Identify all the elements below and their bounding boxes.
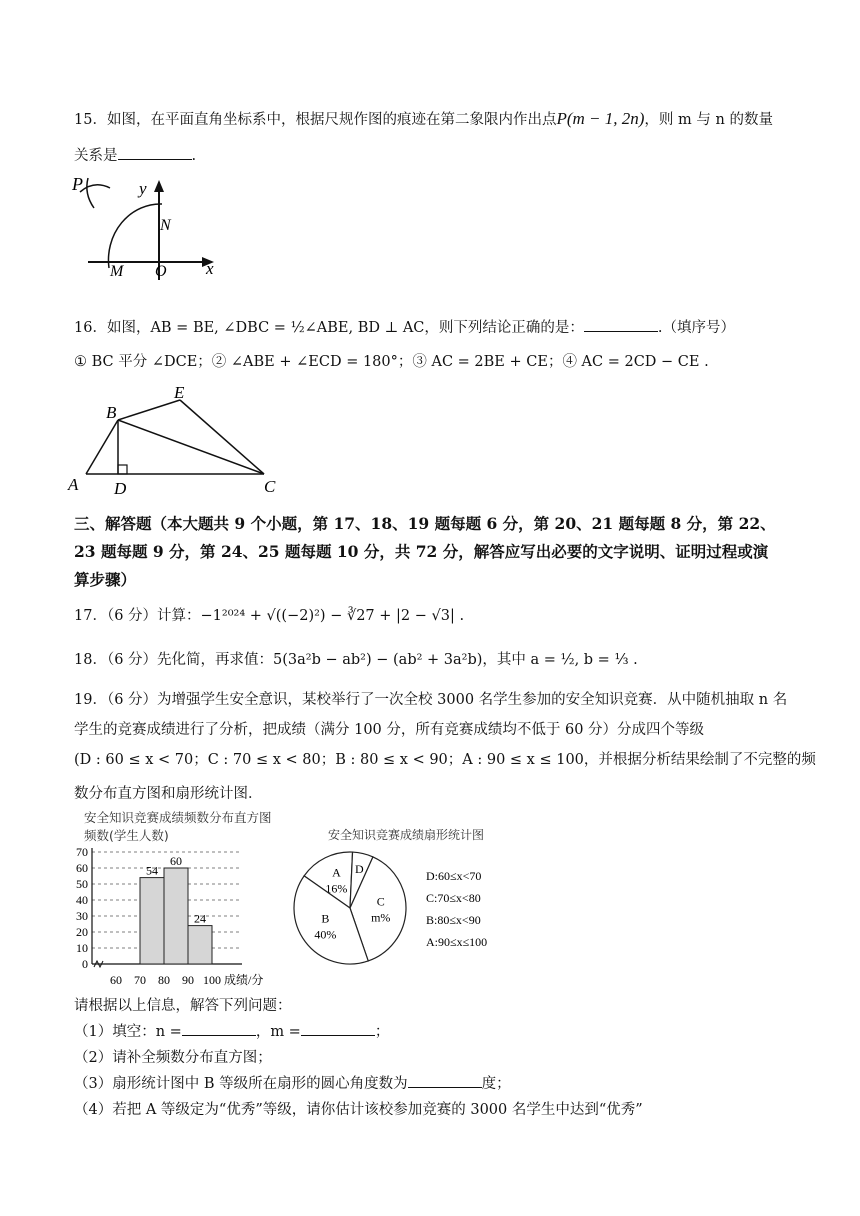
q19-angle-blank [408, 1072, 482, 1088]
x-axis-label: 成绩/分 [224, 973, 264, 987]
pie-slice-pct: 40% [314, 927, 337, 942]
x-tick-label: 100 [203, 973, 221, 987]
label-M: M [110, 263, 124, 280]
q19-line1: 19．（6 分）为增强学生安全意识，某校举行了一次全校 3000 名学生参加的安全知识竞赛．从中随机抽取 n 名 [74, 692, 788, 708]
q16-line2: ① BC 平分 ∠DCE；② ∠ABE + ∠ECD = 180°；③ AC = 2BE + CE；④ AC = 2CD − CE . [74, 354, 709, 370]
q16-line1-text: 16．如图，AB = BE, ∠DBC = ½∠ABE, BD ⊥ AC，则下列结论正确的是： [74, 320, 584, 336]
histogram-bar [140, 878, 164, 964]
q19-sub3-b: 度； [481, 1076, 511, 1092]
x-tick-label: 70 [134, 973, 146, 987]
q15-line1-suffix: ，则 m 与 n 的数量 [644, 112, 773, 128]
histogram-ylabel: 频数(学生人数) [84, 828, 169, 843]
pie-slice-pct: m% [371, 910, 391, 925]
q15-line2-end: . [191, 148, 197, 164]
q15-point: P(m − 1, 2n) [556, 109, 645, 128]
pie-chart [290, 842, 530, 974]
q19-after: 请根据以上信息，解答下列问题： [74, 998, 292, 1014]
label-B: B [106, 403, 117, 422]
pie-slice-pct: 16% [325, 881, 348, 896]
label-P: P [72, 174, 83, 194]
x-tick-label: 80 [158, 973, 170, 987]
q19-line2: 学生的竞赛成绩进行了分析，把成绩（满分 100 分，所有竞赛成绩均不低于 60 分）分成四个等级 [74, 722, 705, 738]
x-tick-label: 60 [110, 973, 122, 987]
q15-line1 [74, 108, 773, 129]
label-y: y [139, 179, 147, 198]
y-tick-label: 50 [76, 877, 88, 891]
histogram-bar [164, 868, 188, 964]
histogram-title: 安全知识竞赛成绩频数分布直方图 [84, 810, 272, 825]
q16-line1-end: .（填序号） [657, 320, 736, 336]
q15-line2 [74, 144, 196, 165]
y-tick-label: 70 [76, 845, 88, 859]
pie-legend-entry: D:60≤x<70 [426, 869, 482, 883]
y-tick-label: 0 [82, 957, 88, 971]
y-tick-label: 40 [76, 893, 88, 907]
pie-legend-entry: B:80≤x<90 [426, 913, 481, 927]
label-E: E [174, 383, 185, 402]
section3-line2: 23 题每题 9 分，第 24、25 题每题 10 分，共 72 分，解答应写出必要的文字说明、证明过程或演 [74, 542, 769, 561]
q16-line1 [74, 316, 735, 337]
q15-answer-blank [118, 144, 192, 160]
q15-line2-text: 关系是 [74, 148, 118, 164]
histogram-bar [188, 926, 212, 964]
q19-sub1-a: （1）填空：n = [74, 1024, 182, 1040]
axis-break [94, 961, 103, 967]
q19-sub3-a: （3）扇形统计图中 B 等级所在扇形的圆心角度数为 [74, 1076, 408, 1092]
q16-answer-blank [584, 316, 658, 332]
bar-value-label: 60 [170, 854, 182, 868]
bar-value-label: 54 [146, 863, 158, 878]
pie-slice-label: A [332, 865, 341, 880]
y-tick-label: 10 [76, 941, 88, 955]
pie-title: 安全知识竞赛成绩扇形统计图 [328, 828, 485, 842]
q16-figure [64, 382, 294, 498]
q19-m-blank [301, 1020, 375, 1036]
label-C: C [264, 477, 276, 496]
q19-sub1-b: ，m = [255, 1024, 301, 1040]
y-tick-label: 30 [76, 909, 88, 923]
y-tick-label: 60 [76, 861, 88, 875]
y-tick-label: 20 [76, 925, 88, 939]
q15-line1-prefix: 15．如图，在平面直角坐标系中，根据尺规作图的痕迹在第二象限内作出点 [74, 112, 557, 128]
q19-sub3 [74, 1072, 511, 1093]
section3-line3: 算步骤） [74, 570, 137, 589]
q15-figure [66, 170, 226, 280]
label-D: D [114, 479, 127, 498]
label-x: x [206, 259, 214, 278]
section3-line1: 三、解答题（本大题共 9 个小题，第 17、18、19 题每题 6 分，第 20、21 题每题 8 分，第 22、 [74, 514, 776, 533]
q19-line3: (D : 60 ≤ x < 70；C : 70 ≤ x < 80；B : 80 ≤ x < 90；A : 90 ≤ x ≤ 100，并根据分析结果绘制了不完整的频 [74, 752, 816, 768]
label-N: N [160, 217, 171, 234]
q18: 18．（6 分）先化简，再求值：5(3a²b − ab²) − (ab² + 3a²b)，其中 a = ½, b = ⅓ . [74, 652, 638, 668]
q19-sub2: （2）请补全频数分布直方图； [74, 1050, 272, 1066]
q19-sub4: （4）若把 A 等级定为“优秀”等级，请你估计该校参加竞赛的 3000 名学生中达到“优秀” [74, 1102, 643, 1118]
pie-legend-entry: A:90≤x≤100 [426, 935, 488, 949]
q19-sub1 [74, 1020, 389, 1041]
pie-slice-label: D [355, 861, 364, 876]
x-tick-label: 90 [182, 973, 194, 987]
label-A: A [68, 475, 79, 494]
q17: 17．（6 分）计算：−1²⁰²⁴ + √((−2)²) − ∛27 + |2 − √3| . [74, 608, 465, 624]
histogram-chart [70, 840, 290, 988]
q19-n-blank [182, 1020, 256, 1036]
bar-value-label: 24 [194, 911, 206, 926]
q19-line4: 数分布直方图和扇形统计图． [74, 786, 263, 802]
pie-slice-label: B [321, 911, 330, 926]
pie-slice-label: C [376, 894, 385, 909]
q19-sub1-c: ； [374, 1024, 390, 1040]
label-O: O [155, 263, 167, 280]
pie-legend-entry: C:70≤x<80 [426, 891, 481, 905]
